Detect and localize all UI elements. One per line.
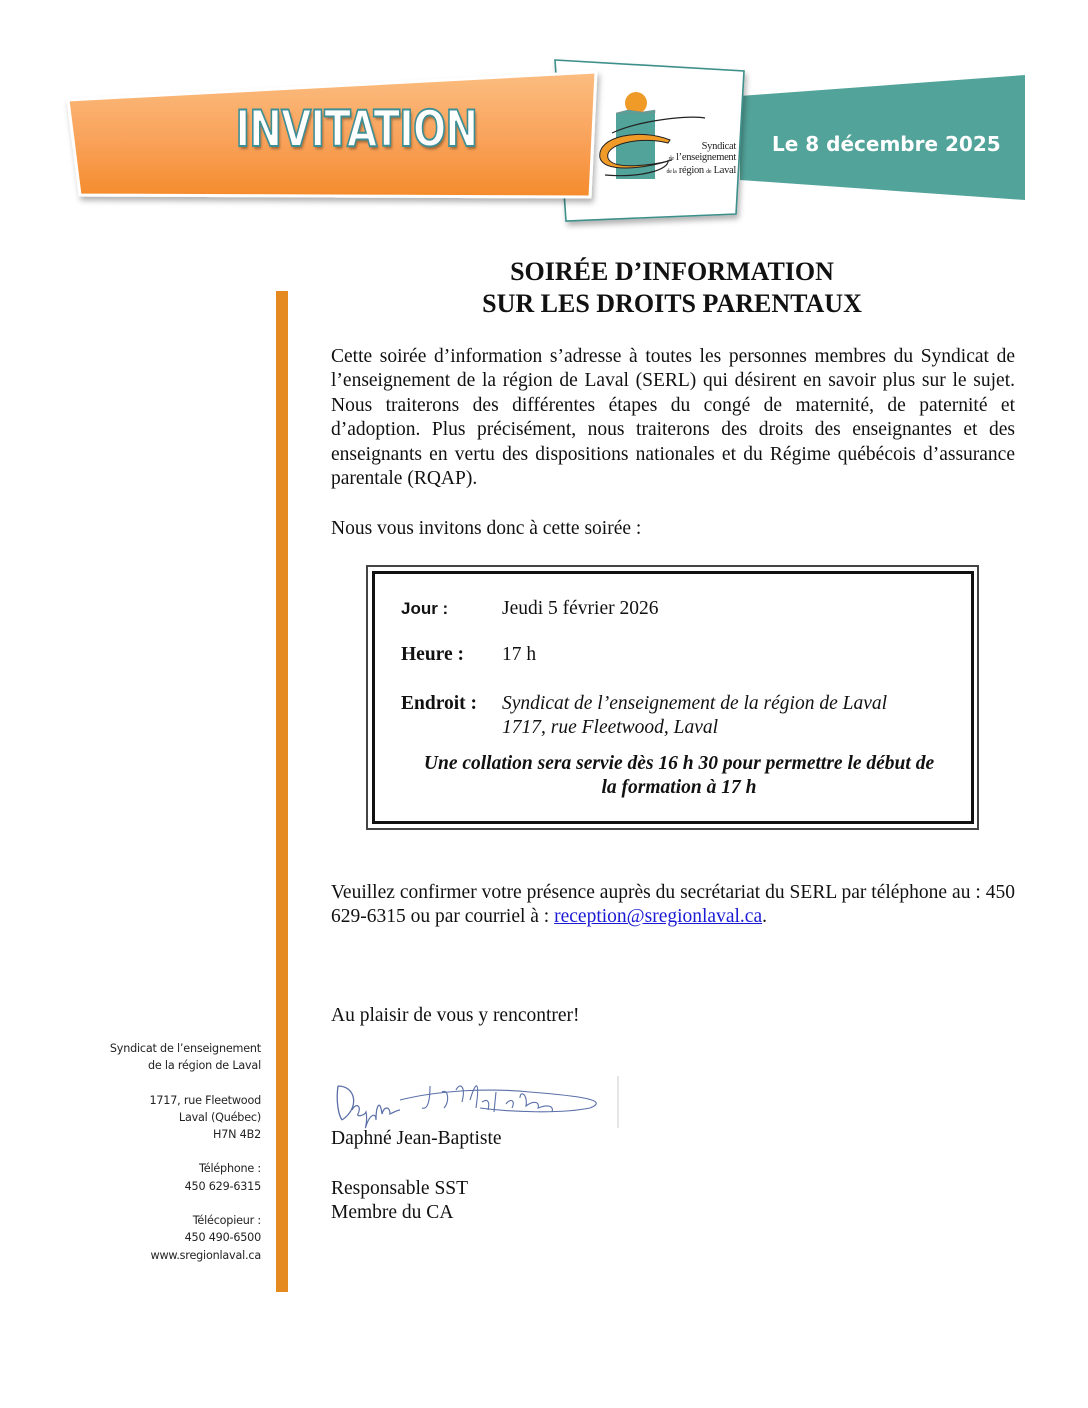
logo-laval: Laval: [713, 165, 736, 176]
header-banner: [0, 0, 1088, 240]
orange-vertical-rule: [276, 291, 288, 1292]
title-line-1: SOIRÉE D’INFORMATION: [510, 257, 834, 286]
intro-paragraph: Cette soirée d’information s’adresse à toutes les personnes membres du Syndicat de l’enseignement de la région de Laval (SERL) qui désirent en savoir plus sur le sujet. Nous traiterons des différentes étapes du congé de maternité, de paternité et d’adoption. Plus précisément, nous traiterons des droits des enseignantes et des enseignants en vertu des dispositions nationales et du Régime québécois d’assurance parentale (RQAP).: [331, 346, 1015, 490]
contact-sidebar: [60, 1040, 261, 1264]
logo-enseignement: l’enseignement: [676, 152, 736, 163]
signatory-name: Daphné Jean-Baptiste: [331, 1128, 502, 1149]
handwritten-signature: [330, 1072, 630, 1132]
closing-line: Au plaisir de vous y rencontrer!: [331, 1005, 580, 1026]
jour-value: Jeudi 5 février 2026: [502, 598, 659, 619]
sidebar-org-line-1: Syndicat de l’enseignement: [109, 1042, 261, 1055]
email-link[interactable]: reception@sregionlaval.ca: [554, 906, 763, 928]
sidebar-address-1: 1717, rue Fleetwood: [149, 1093, 261, 1107]
sidebar-phone: 450 629-6315: [184, 1179, 261, 1193]
logo-small-dela: de la: [666, 169, 677, 175]
confirm-text: Veuillez confirmer votre présence auprès du secrétariat du SERL par téléphone au : 450 629-6315 ou par courriel à :: [331, 882, 1015, 928]
confirm-end: .: [762, 906, 767, 928]
sidebar-postal-code: H7N 4B2: [213, 1128, 261, 1142]
logo-small-de: de: [668, 156, 674, 162]
sidebar-phone-label: Téléphone :: [199, 1162, 261, 1176]
logo-line-2: [656, 152, 736, 165]
jour-label: Jour :: [401, 599, 449, 618]
logo-line-3: [656, 165, 736, 178]
endroit-line-1: Syndicat de l’enseignement de la région de Laval: [502, 693, 888, 714]
logo-small-de2: de: [706, 169, 712, 175]
logo-line-1: Syndicat: [701, 141, 736, 152]
sidebar-fax: 450 490-6500: [184, 1231, 261, 1245]
collation-line-1: Une collation sera servie dès 16 h 30 pour permettre le début de: [423, 753, 935, 774]
sidebar-fax-label: Télécopieur :: [192, 1214, 261, 1228]
letter-date: Le 8 décembre 2025: [772, 132, 1001, 156]
invitation-title: INVITATION: [235, 100, 478, 158]
signatory-role-1: Responsable SST: [331, 1178, 469, 1199]
sidebar-org-line-2: de la région de Laval: [147, 1059, 261, 1073]
sidebar-address-2: Laval (Québec): [178, 1110, 261, 1124]
heure-label: Heure :: [401, 644, 464, 665]
collation-note: [380, 752, 978, 800]
document-title: [330, 256, 1014, 320]
endroit-line-2: 1717, rue Fleetwood, Laval: [502, 717, 719, 738]
signatory-role-2: Membre du CA: [331, 1202, 454, 1224]
signatory-roles: [331, 1177, 468, 1226]
logo-wordmark: [656, 141, 736, 178]
title-line-2: SUR LES DROITS PARENTAUX: [482, 289, 862, 318]
confirm-paragraph: [331, 881, 1015, 930]
heure-value: 17 h: [502, 644, 537, 665]
collation-line-2: la formation à 17 h: [601, 777, 757, 798]
sidebar-website[interactable]: www.sregionlaval.ca: [150, 1248, 261, 1262]
invite-paragraph: Nous vous invitons donc à cette soirée :: [331, 518, 642, 539]
endroit-label: Endroit :: [401, 693, 478, 714]
logo-region: région: [678, 165, 704, 176]
